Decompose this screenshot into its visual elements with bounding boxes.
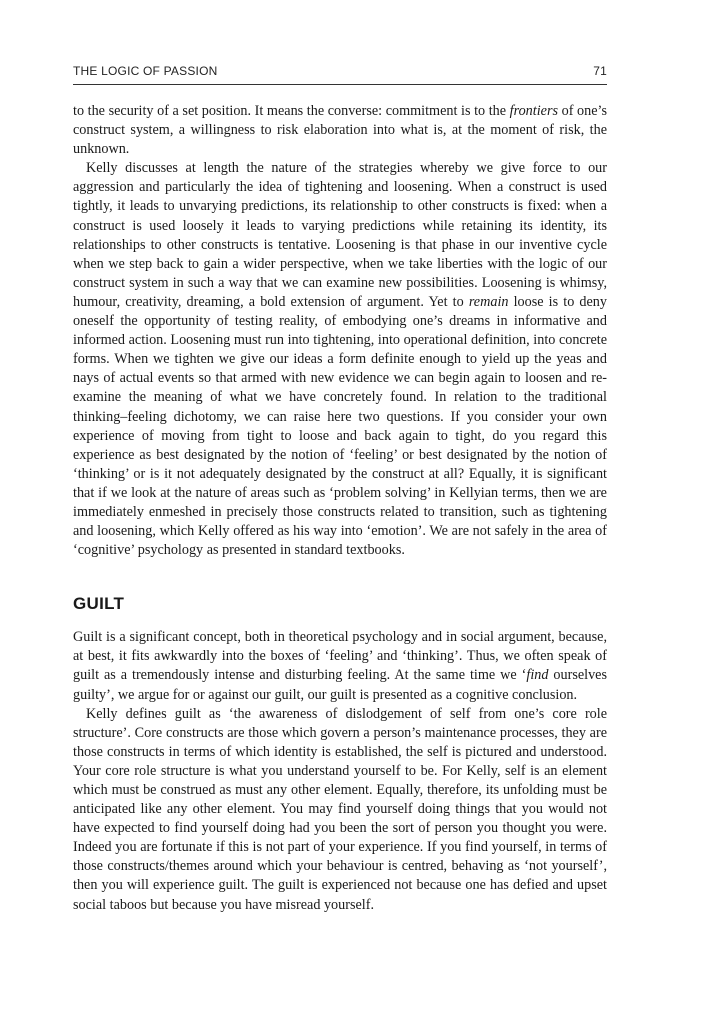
book-page bbox=[73, 64, 607, 915]
section-body bbox=[73, 102, 607, 560]
emphasis: find bbox=[526, 667, 549, 684]
section-heading: GUILT bbox=[73, 594, 125, 614]
emphasis: frontiers bbox=[509, 103, 559, 119]
paragraph: Kelly defines guilt as ‘the awareness of dislodgement of self from one’s core role structure’. Core constructs are those which govern a person’s maintenance processes, they are those constructs in terms of which identity is established, the self is pictured and understood. Your core role structure is what you understand yourself to be. For Kelly, self is an element which must be construed as must any other element. Equally, therefore, its unfolding must be anticipated like any other element. You may find yourself doing things that you would not have expected to find yourself doing had you been the sort of person you thought you were. Indeed you are fortunate if this is not part of your experience. If you find yourself, in terms of those constructs/themes around which your behaviour is centred, behaving as ‘not yourself’, then you will experience guilt. The guilt is experienced not because one has defied and upset social taboos but because you have misread yourself. bbox=[73, 705, 607, 913]
running-head bbox=[73, 64, 607, 85]
section-body bbox=[73, 628, 607, 914]
paragraph: Guilt is a significant concept, both in theoretical psychology and in social argument, because, at best, it fits awkwardly into the boxes of ‘feeling’ and ‘thinking’. Thus, we often speak of guilt as a tremendously intense and disturbing feeling. At the same time we ‘find ourselves guilty’, we argue for or against our guilt, our guilt is presented as a cognitive conclusion. bbox=[73, 629, 607, 703]
paragraph: to the security of a set position. It means the converse: commitment is to the frontiers of one’s construct system, a willingness to risk elaboration into what is, at the moment of risk, the unknown. bbox=[73, 103, 607, 158]
running-title: THE LOGIC OF PASSION bbox=[73, 64, 218, 78]
emphasis: remain bbox=[468, 293, 509, 310]
paragraph: Kelly discusses at length the nature of the strategies whereby we give force to our aggression and particularly the idea of tightening and loosening. When a construct is used tightly, it leads to unvarying predictions, its relationship to other constructs is fixed: when a construct is used loosely it leads to varying predictions while retaining its identity, its relationships to other constructs is tentative. Loosening is that phase in our inventive cycle when we step back to gain a wider perspective, when we take liberties with the logic of our construct system in such a way that we can examine new possibilities. Loosening is whimsy, humour, creativity, dreaming, a bold extension of argument. Yet to remain loose is to deny oneself the opportunity of testing reality, of embodying one’s dreams in informative and informed action. Loosening must run into tightening, into operational definition, into concrete forms. When we tighten we give our ideas a form definite enough to yield up the yeas and nays of actual events so that armed with new evidence we can begin again to loosen and re-examine the meaning of what we have concretely found. In relation to the traditional thinking–feeling dichotomy, we can raise here two questions. If you consider your own experience of moving from tight to loose and back again to tight, do you regard this experience as best designated by the notion of ‘feeling’ or best designated by the notion of ‘thinking’ or is it not adequately designated by the construct at all? Equally, it is significant that if we look at the nature of areas such as ‘problem solving’ in Kellyian terms, then we are immediately enmeshed in precisely those constructs related to transition, such as tightening and loosening, which Kelly offered as his way into ‘emotion’. We are not safely in the area of ‘cognitive’ psychology as presented in standard textbooks. bbox=[73, 160, 607, 559]
page-number: 71 bbox=[593, 64, 607, 78]
